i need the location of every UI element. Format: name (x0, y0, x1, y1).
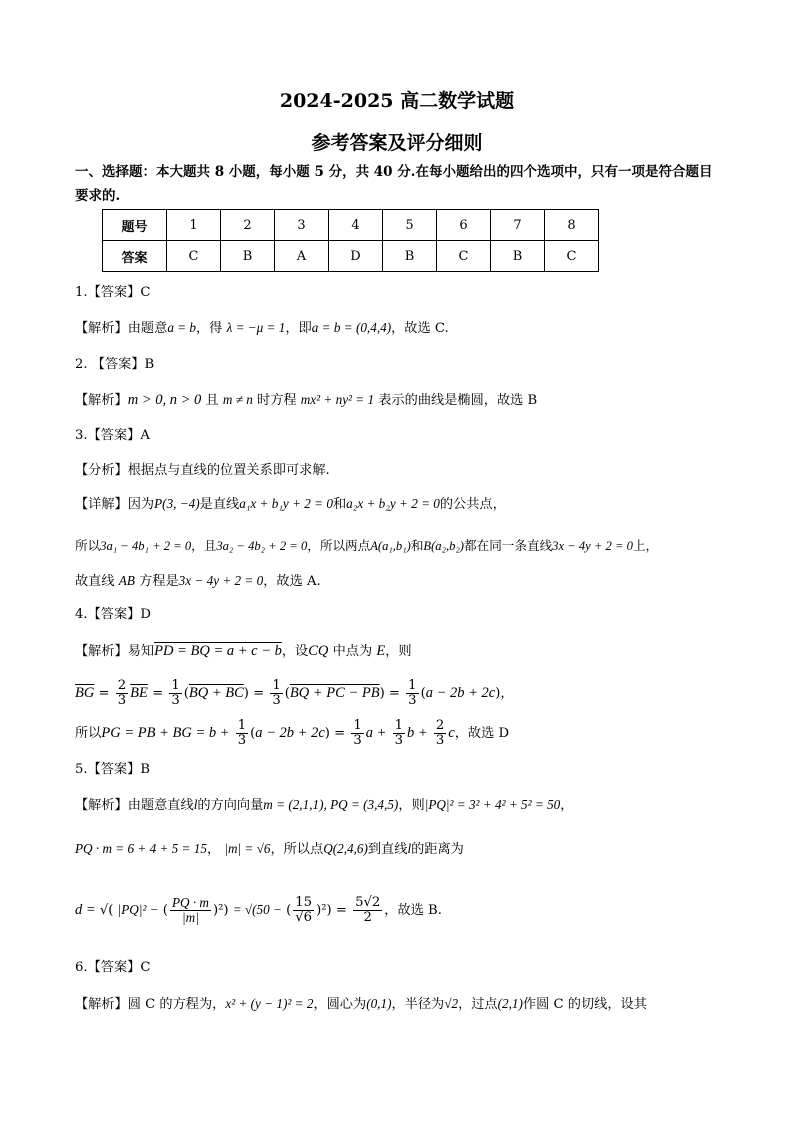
denominator: 3 (237, 733, 247, 748)
formula: PQ · m = 6 + 4 + 5 = 15 (75, 841, 207, 856)
table-cell: A (275, 241, 329, 272)
fraction (116, 679, 128, 708)
denominator: 3 (435, 733, 445, 748)
analysis-text: 故直线 (75, 574, 115, 589)
q3-fenxi: 【分析】根据点与直线的位置关系即可求解. (75, 463, 330, 478)
formula: |m| = √6 (224, 841, 271, 856)
table-cell: 5 (383, 210, 437, 241)
formula: AB (118, 573, 135, 588)
analysis-text: 【解析】 (75, 393, 128, 408)
formula: a = b = (0,4,4) (311, 320, 392, 335)
analysis-text: 【解析】易知 (75, 644, 155, 659)
analysis-text: 【解析】由题意 (75, 321, 168, 336)
analysis-text: 中点为 (332, 644, 373, 659)
analysis-text: 【详解】因为 (75, 497, 155, 512)
formula: BQ + BC (188, 685, 244, 701)
analysis-text: ，且 (191, 538, 217, 553)
section-heading: 一、选择题：本大题共 8 小题，每小题 5 分，共 40 分.在每小题给出的四个选项中，只有一项是符合题目要求的. (75, 164, 713, 204)
table-cell: B (491, 241, 545, 272)
q5-analysis-1: 【解析】由题意直线l的方向向量m = (2,1,1), PQ = (3,4,5)，则|PQ|² = 3² + 4² + 5² = 50， (75, 797, 574, 813)
analysis-text: ，则 (398, 798, 425, 813)
page-subtitle: 参考答案及评分细则 (311, 132, 483, 154)
formula: = √(50 − (232, 902, 282, 917)
q5-analysis-2: PQ · m = 6 + 4 + 5 = 15， |m| = √6，所以点Q(2,4,6)到直线l的距离为 (75, 841, 464, 857)
table-cell: B (383, 241, 437, 272)
analysis-text: ，所以两点 (307, 538, 371, 553)
formula: B(a₂,b₂) (423, 539, 464, 553)
q6-answer: 6.【答案】C (75, 960, 151, 975)
fraction (270, 679, 282, 708)
formula: c (448, 725, 455, 741)
table-cell: C (545, 241, 599, 272)
q4-analysis-3: 所以PG = PB + BG = b + $\frac{1}{3}$ (a − 2b + 2c) = $\frac{1}{3}$ a + $\frac{1}{3}$ b + $\frac{2}{3}$ c，故选 D (75, 718, 510, 748)
q5-analysis-3: d = √( |PQ|² − ( $\frac{PQ \cdot m}{|m|}$ )²) = √(50 − ( $\frac{15}{√6}$ )²) = $\frac{5√2}{2}$ ，故选 B. (75, 895, 442, 925)
q5-answer: 5.【答案】B (75, 762, 151, 777)
table-cell: 7 (491, 210, 545, 241)
formula: P(3, −4) (154, 496, 200, 511)
analysis-text: 的距离为 (411, 842, 464, 857)
numerator: 5√2 (355, 895, 381, 910)
formula: BQ + PC − PB (289, 685, 380, 701)
table-cell: 2 (221, 210, 275, 241)
formula: a + (365, 725, 387, 741)
formula: λ = −μ = 1 (226, 320, 286, 335)
fraction (293, 896, 314, 925)
numerator: 2 (117, 678, 127, 693)
denominator: 3 (394, 733, 404, 748)
q3-detail (75, 494, 506, 515)
formula: mx² + ny² = 1 (300, 392, 375, 407)
numerator: PQ · m (171, 895, 209, 910)
formula: d = (75, 902, 96, 918)
table-cell: 6 (437, 210, 491, 241)
q4-analysis-1 (75, 641, 412, 662)
numerator: 1 (408, 678, 417, 693)
denominator: 2 (363, 910, 372, 925)
formula: (0,1) (366, 996, 392, 1011)
q1-analysis (75, 318, 449, 339)
q2-analysis (75, 390, 537, 411)
formula: 3a₁ − 4b₁ + 2 = 0 (100, 539, 192, 553)
q2-answer: 2. 【答案】B (75, 357, 155, 372)
fraction (170, 896, 211, 925)
analysis-text: 且 (201, 393, 223, 408)
analysis-text: 都在同一条直线 (464, 538, 553, 553)
formula: |PQ|² − (117, 902, 159, 917)
denominator: 3 (353, 733, 362, 748)
analysis-text: 和 (410, 538, 424, 553)
numerator: 2 (435, 718, 445, 733)
analysis-text: ，圆心为 (313, 997, 367, 1012)
formula: 3x − 4y + 2 = 0 (552, 539, 633, 553)
analysis-text: 和 (332, 497, 347, 512)
formula: 3a₂ − 4b₂ + 2 = 0 (216, 539, 308, 553)
analysis-text: ，设 (281, 644, 309, 659)
analysis-text: 是直线 (199, 497, 240, 512)
table-cell: 4 (329, 210, 383, 241)
formula: 3x − 4y + 2 = 0 (178, 573, 264, 588)
table-row (103, 241, 599, 272)
analysis-text: ，所以点 (270, 842, 324, 857)
formula: |PQ|² = 3² + 4² + 5² = 50 (424, 797, 561, 812)
table-header-cell: 答案 (103, 241, 167, 272)
q1-answer: 1.【答案】C (75, 285, 151, 300)
analysis-text: ，故选 D (454, 726, 510, 741)
analysis-text: ，故选 C. (391, 321, 449, 336)
denominator: |m| (182, 910, 199, 925)
numerator: 1 (171, 678, 180, 693)
analysis-text: ，故选 B. (384, 903, 442, 918)
formula: $\overline{BG}$ (75, 685, 95, 701)
analysis-text: 方程是 (139, 574, 179, 589)
analysis-text: 【解析】圆 C 的方程为， (75, 997, 226, 1012)
numerator: 1 (394, 718, 404, 733)
page-title: 2024-2025 高二数学试题 (279, 90, 515, 112)
formula: PG = PB + BG = b + (101, 725, 230, 741)
analysis-text: ，过点 (458, 997, 498, 1012)
table-cell: C (167, 241, 221, 272)
analysis-text: ，则 (385, 644, 412, 659)
formula: CQ (308, 643, 329, 659)
fraction (169, 679, 181, 708)
formula: (2,1) (497, 996, 523, 1011)
analysis-text: 上， (632, 538, 659, 553)
analysis-text: 作圆 C 的切线，设其 (522, 997, 647, 1012)
formula: PD = BQ = a + c − b (154, 643, 282, 659)
formula: E (376, 643, 386, 659)
analysis-text: 【解析】由题意直线 (75, 798, 194, 813)
denominator: 3 (117, 693, 127, 708)
table-cell: 3 (275, 210, 329, 241)
q3-detail-2 (75, 536, 658, 556)
analysis-text: ，故选 A. (263, 574, 321, 589)
table-cell: D (329, 241, 383, 272)
formula: , PQ = (3,4,5) (323, 797, 399, 812)
fraction (236, 719, 248, 748)
fraction (434, 719, 446, 748)
denominator: √6 (295, 910, 313, 925)
fraction (353, 896, 382, 925)
table-cell: 1 (167, 210, 221, 241)
fraction (406, 679, 418, 708)
formula: $\overline{BE}$ (130, 685, 148, 701)
numerator: 1 (272, 678, 281, 693)
analysis-text: 所以 (75, 726, 102, 741)
analysis-text: ，即 (285, 321, 312, 336)
numerator: 1 (353, 718, 362, 733)
formula: m ≠ n (222, 392, 253, 407)
formula: l (193, 797, 198, 812)
table-cell: C (437, 241, 491, 272)
fraction (351, 719, 363, 748)
formula: x² + (y − 1)² = 2 (225, 996, 314, 1011)
table-row (103, 210, 599, 241)
analysis-text: 所以 (75, 538, 101, 553)
numerator: 15 (293, 896, 314, 911)
formula: a₂x + b₂y + 2 = 0 (346, 496, 440, 511)
formula: Q(2,4,6) (323, 841, 368, 856)
denominator: 3 (171, 693, 180, 708)
formula: a₁x + b₁y + 2 = 0 (239, 496, 333, 511)
analysis-text: ，得 (196, 321, 223, 336)
table-header-cell: 题号 (103, 210, 167, 241)
numerator: 1 (237, 718, 247, 733)
analysis-text: ，半径为 (391, 997, 445, 1012)
analysis-text: 的方向向量 (197, 798, 264, 813)
q4-answer: 4.【答案】D (75, 607, 151, 622)
table-cell: B (221, 241, 275, 272)
q3-answer: 3.【答案】A (75, 428, 150, 443)
analysis-text: 表示的曲线是椭圆，故选 B (374, 393, 538, 408)
formula: l (407, 841, 412, 856)
fraction (393, 719, 405, 748)
analysis-text: 到直线 (367, 842, 408, 857)
q6-analysis-1 (75, 994, 647, 1015)
q3-detail-3 (75, 571, 321, 592)
formula: A(a₁,b₁) (370, 539, 411, 553)
denominator: 3 (408, 693, 417, 708)
q4-analysis-2: $\overline{BG}$ = $\frac{2}{3}$ $\overline{BE}$ = $\frac{1}{3}$ (BQ + BC) = $\frac{1}{3}$ (BQ + PC − PB) = $\frac{1}{3}$ (a − 2b + 2c)， (75, 678, 514, 708)
formula: b + (407, 725, 428, 741)
formula: m = (2,1,1) (263, 797, 324, 812)
answer-table (102, 209, 599, 272)
formula: a = b (167, 320, 196, 335)
denominator: 3 (272, 693, 281, 708)
table-cell: 8 (545, 210, 599, 241)
formula: a − 2b + 2c (255, 725, 325, 741)
formula: m > 0, n > 0 (127, 392, 202, 408)
analysis-text: 的公共点， (439, 497, 506, 512)
analysis-text: 时方程 (252, 393, 301, 408)
formula: a − 2b + 2c (425, 685, 496, 701)
formula: √2 (444, 996, 459, 1011)
